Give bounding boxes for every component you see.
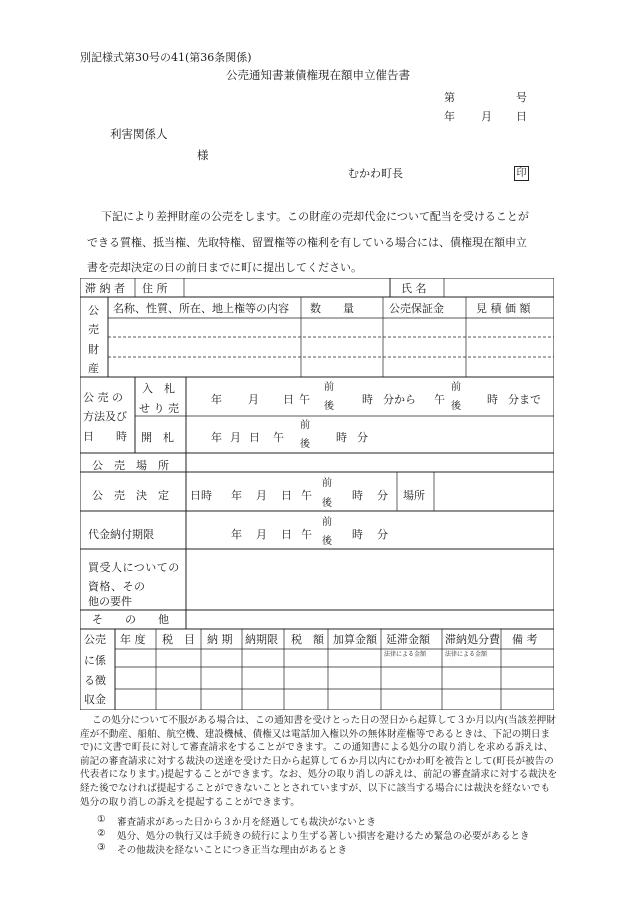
open-pm: 後 <box>300 439 310 450</box>
payment-label: 代金納付期限 <box>88 528 154 541</box>
payment-pm: 後 <box>322 536 332 547</box>
open-noon: 午 <box>273 431 284 444</box>
bid-month: 月 <box>248 393 259 406</box>
bid-am-1: 前 <box>324 382 334 393</box>
footer-item-3: その他裁決を経ないことにつき正当な理由があるとき <box>117 845 348 856</box>
property-col-desc: 名称、性質、所在、地上権等の内容 <box>113 302 289 315</box>
footer-item-1: 審査請求があった日から３か月を経過しても裁決がないとき <box>117 817 376 828</box>
buyer-label-1: 買受人についての資格、その <box>88 561 180 593</box>
property-col-estimate: 見 積 価 額 <box>476 302 531 315</box>
property-col-deposit: 公売保証金 <box>389 302 444 315</box>
footer-item-1-no: ① <box>97 814 106 825</box>
honorific: 様 <box>197 148 209 162</box>
bid-pm-2: 後 <box>451 401 461 412</box>
method-label-2: 方法及び <box>83 410 127 423</box>
bid-am-2: 前 <box>451 382 461 393</box>
number-suffix: 号 <box>516 91 527 104</box>
date-day: 日 <box>516 110 527 123</box>
decision-year: 年 <box>231 489 242 502</box>
decision-datetime-label: 日時 <box>190 489 212 502</box>
tax-label-4: 収金 <box>84 693 106 706</box>
decision-noon: 午 <box>301 489 312 502</box>
payment-year: 年 <box>231 528 242 541</box>
tax-label-2: に係 <box>84 654 106 667</box>
decision-venue-label: 場所 <box>403 489 425 502</box>
bid-year: 年 <box>211 393 222 406</box>
open-hour: 時 <box>336 431 347 444</box>
legal-note-1: 法律による金額 <box>384 651 427 658</box>
tax-label-1: 公売 <box>84 633 106 646</box>
decision-label: 公 売 決 定 <box>92 489 169 502</box>
open-month: 月 <box>230 431 241 444</box>
decision-minute: 分 <box>377 489 388 502</box>
payment-am: 前 <box>322 517 332 528</box>
delinquent-label: 滞 納 者 <box>85 282 125 295</box>
date-year: 年 <box>444 110 455 123</box>
tax-col-remarks: 備 考 <box>512 633 538 646</box>
open-label: 開 札 <box>141 431 174 444</box>
decision-pm: 後 <box>322 498 332 509</box>
name-label: 氏 名 <box>401 282 427 295</box>
property-label-1: 公 <box>88 304 99 317</box>
recipient: 利害関係人 <box>110 127 168 141</box>
bid-pm-1: 後 <box>324 401 334 412</box>
decision-hour: 時 <box>352 489 363 502</box>
address-label: 住 所 <box>142 282 168 295</box>
open-year: 年 <box>211 431 222 444</box>
bid-hour-2: 時 <box>487 393 498 406</box>
property-label-4: 産 <box>88 362 99 375</box>
intro-line-2: できる質権、抵当権、先取特権、留置権等の権利を有している場合には、債権現在額申立 <box>87 236 527 249</box>
payment-month: 月 <box>256 528 267 541</box>
footer-item-3-no: ③ <box>97 842 106 853</box>
bid-day: 日 <box>283 393 294 406</box>
place-label: 公 売 場 所 <box>92 459 169 472</box>
bid-label-2: せ り 売 <box>139 402 179 415</box>
tax-col-amount: 税 額 <box>291 633 324 646</box>
method-label-1: 公 売 の <box>83 391 123 404</box>
footer-paragraph: この処分について不服がある場合は、この通知書を受けとった日の翌日から起算して３か月以内(当該差押財産が不動産、船舶、航空機、建設機械、債権又は電話加入権以外の無体財産権等であるときは、下記の期日まで)に文書で町長に対して審査請求をすることができます。この通知書による処分の取り消しを求める訴えは、前記の審査請求に対する裁決の送達を受けた日から起算して６か月以内にむかわ町を被告として(町長が被告の代表者になります。)提起することができます。なお、処分の取り消しの訴えは、前記の審査請求に対する裁決を経た後でなければ提起することができないこととされていますが、以下に該当する場合には裁決を経ないでも処分の取り消しの訴えを提起することができます。 <box>80 715 558 808</box>
tax-col-due: 納 期 <box>207 633 233 646</box>
buyer-label-2: 他の要件 <box>88 595 132 608</box>
tax-col-year: 年 度 <box>120 633 146 646</box>
tax-col-delinquent: 延滞金額 <box>386 633 430 646</box>
footer-item-2: 処分、処分の執行又は手続きの続行により生ずる著しい損害を避けるため緊急の必要があるとき <box>117 831 530 842</box>
payment-minute: 分 <box>377 528 388 541</box>
bid-noon-2: 午 <box>434 393 445 406</box>
tax-label-3: る徴 <box>84 674 106 687</box>
decision-day: 日 <box>281 489 292 502</box>
number-prefix: 第 <box>444 91 455 104</box>
open-day: 日 <box>249 431 260 444</box>
decision-month: 月 <box>256 489 267 502</box>
seal-stamp: 印 <box>514 166 529 181</box>
tax-col-addition: 加算金額 <box>333 633 377 646</box>
intro-line-3: 書を売却決定の日の前日までに町に提出してください。 <box>87 261 362 274</box>
decision-am: 前 <box>322 478 332 489</box>
tax-col-disposal: 滞納処分費 <box>445 633 500 646</box>
other-label: そ の 他 <box>92 613 169 626</box>
property-col-qty: 数 量 <box>310 302 354 315</box>
payment-noon: 午 <box>301 528 312 541</box>
property-label-3: 財 <box>88 343 99 356</box>
property-label-2: 売 <box>88 323 99 336</box>
tax-col-deadline: 納期限 <box>245 633 278 646</box>
bid-noon-1: 午 <box>299 393 310 406</box>
form-id: 別記様式第30号の41(第36条関係) <box>80 51 252 64</box>
bid-min-from: 分から <box>383 393 416 406</box>
date-month: 月 <box>481 110 492 123</box>
bid-hour-1: 時 <box>362 393 373 406</box>
footer-item-2-no: ② <box>97 828 106 839</box>
open-am: 前 <box>300 420 310 431</box>
page-title: 公売通知書兼債権現在額申立催告書 <box>226 68 410 82</box>
issuer: むかわ町長 <box>348 167 403 180</box>
bid-label-1: 入 札 <box>142 382 175 395</box>
method-label-3: 日 時 <box>83 430 127 443</box>
payment-day: 日 <box>281 528 292 541</box>
tax-col-item: 税 目 <box>162 633 195 646</box>
bid-min-until: 分まで <box>508 393 541 406</box>
open-minute: 分 <box>357 431 368 444</box>
intro-line-1: 下記により差押財産の公売をします。この財産の売却代金について配当を受けることが <box>101 210 529 223</box>
legal-note-2: 法律による金額 <box>445 651 488 658</box>
payment-hour: 時 <box>352 528 363 541</box>
